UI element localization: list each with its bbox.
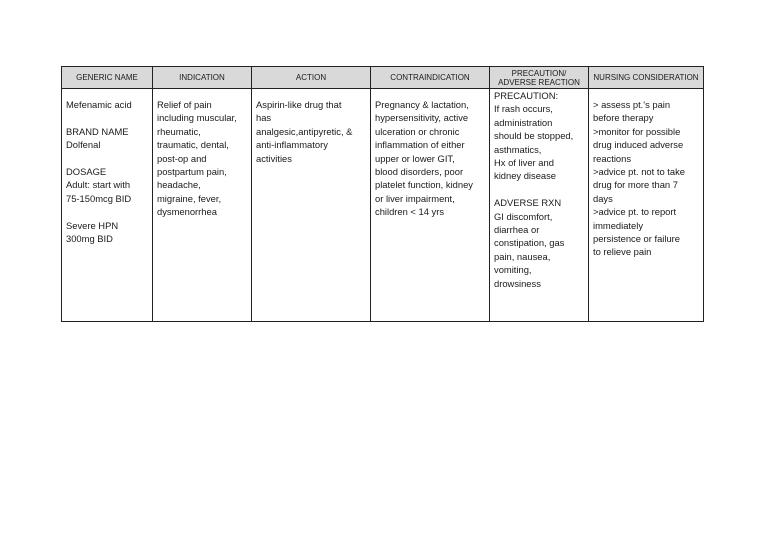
generic-name-text: Mefenamic acid BRAND NAME Dolfenal DOSAGE Adult: start with 75-150mcg BID Severe HPN 300mg BID bbox=[66, 99, 132, 245]
header-precaution-adverse-reaction: PRECAUTION/ ADVERSE REACTION bbox=[490, 67, 589, 89]
header-contraindication: CONTRAINDICATION bbox=[371, 67, 490, 89]
table-header-row bbox=[62, 67, 704, 89]
contraindication-text: Pregnancy & lactation, hypersensitivity, active ulceration or chronic inflammation of either upper or lower GIT, blood disorders, poor platelet function, kidney or liver impairment, children < 14 yrs bbox=[375, 99, 473, 218]
indication-text: Relief of pain including muscular, rheumatic, traumatic, dental, post-op and postpartum pain, headache, migraine, fever, dysmenorrhea bbox=[157, 99, 237, 218]
cell-precaution-adverse-reaction bbox=[490, 89, 589, 322]
cell-action bbox=[252, 89, 371, 322]
cell-indication bbox=[153, 89, 252, 322]
cell-nursing-consideration bbox=[589, 89, 704, 322]
drug-study-table bbox=[61, 66, 704, 322]
cell-generic-name bbox=[62, 89, 153, 322]
header-generic-name: GENERIC NAME bbox=[62, 67, 153, 89]
nursing-consideration-text: > assess pt.'s pain before therapy >monitor for possible drug induced adverse reactions >advice pt. not to take drug for more than 7 days >advice pt. to report immediately persistence or failure to relieve pain bbox=[593, 99, 685, 258]
cell-contraindication bbox=[371, 89, 490, 322]
action-text: Aspirin-like drug that has analgesic,antipyretic, & anti-inflammatory activities bbox=[256, 99, 353, 164]
header-nursing-consideration: NURSING CONSIDERATION bbox=[589, 67, 704, 89]
precaution-text: PRECAUTION: If rash occurs, administration should be stopped, asthmatics, Hx of liver and kidney disease ADVERSE RXN GI discomfort, diarrhea or constipation, gas pain, nausea, vomiting, drowsiness bbox=[494, 90, 574, 289]
header-action: ACTION bbox=[252, 67, 371, 89]
table-row bbox=[62, 89, 704, 322]
header-indication: INDICATION bbox=[153, 67, 252, 89]
